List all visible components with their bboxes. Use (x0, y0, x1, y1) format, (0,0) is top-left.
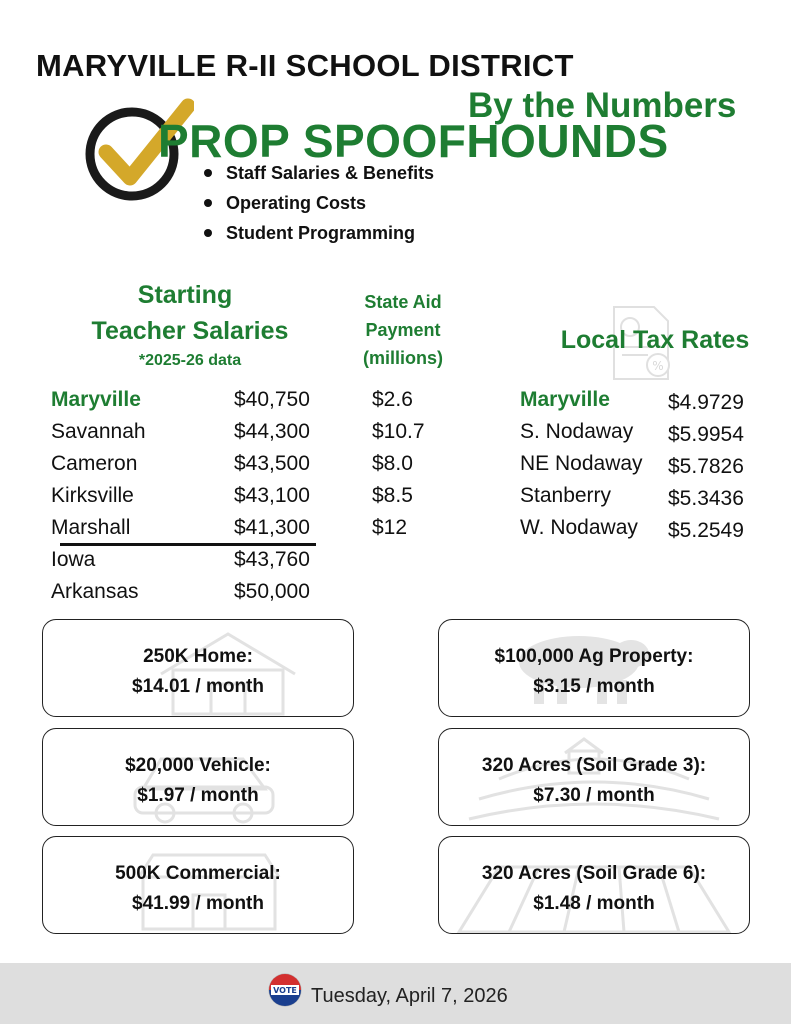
card-label: $100,000 Ag Property: (494, 646, 694, 667)
home-cost-card (42, 619, 354, 717)
bullet-item: Student Programming (200, 220, 434, 250)
tax-rate-value: $5.7826 (668, 455, 744, 478)
salary-value: $43,500 (234, 452, 310, 475)
salary-value: $50,000 (234, 580, 310, 603)
salary-name: Kirksville (51, 484, 134, 507)
prop-title: PROP SPOOFHOUNDS (158, 115, 669, 167)
card-label: 250K Home: (143, 646, 253, 667)
card-value: $41.99 / month (132, 893, 264, 914)
card-text (43, 642, 353, 702)
soil-grade-3-cost-card (438, 728, 750, 826)
state-aid-value: $2.6 (372, 388, 413, 411)
state-aid-value: $8.0 (372, 452, 413, 475)
tax-district-name: S. Nodaway (520, 420, 634, 443)
salary-value: $43,760 (234, 548, 310, 571)
svg-text:%: % (652, 359, 664, 373)
ag-property-cost-card (438, 619, 750, 717)
salaries-title-line2: Teacher Salaries (91, 317, 289, 345)
tax-district-name: Stanberry (520, 484, 612, 507)
card-text (439, 751, 749, 811)
card-label: 500K Commercial: (115, 863, 281, 884)
state-aid-value: $12 (372, 516, 408, 539)
tax-rates-title: Local Tax Rates (560, 326, 750, 354)
bullet-list (200, 160, 434, 250)
card-text (439, 642, 749, 702)
vote-badge-text: VOTE (273, 986, 297, 995)
vehicle-cost-card (42, 728, 354, 826)
tax-district-name: Maryville (520, 388, 610, 411)
salary-name: Maryville (51, 388, 141, 411)
card-value: $7.30 / month (533, 785, 655, 806)
election-date: Tuesday, April 7, 2026 (311, 985, 508, 1007)
tax-rate-value: $5.9954 (668, 423, 744, 446)
card-value: $3.15 / month (533, 676, 655, 697)
card-text (43, 751, 353, 811)
card-text (439, 859, 749, 919)
salary-name: Savannah (51, 420, 146, 443)
salary-name: Arkansas (51, 580, 139, 603)
by-the-numbers-subtitle: By the Numbers (468, 86, 737, 125)
salary-name: Iowa (51, 548, 96, 571)
tax-district-name: NE Nodaway (520, 452, 643, 475)
state-aid-value: $8.5 (372, 484, 413, 507)
vote-badge-icon (268, 973, 302, 1007)
salary-name: Marshall (51, 516, 131, 539)
salary-value: $41,300 (234, 516, 310, 539)
tax-rate-value: $5.3436 (668, 487, 744, 510)
tax-rate-value: $4.9729 (668, 391, 744, 414)
tax-district-name: W. Nodaway (520, 516, 638, 539)
salaries-note: *2025-26 data (138, 352, 242, 369)
state-aid-title: State Aid Payment (millions) (363, 292, 443, 368)
card-label: 320 Acres (Soil Grade 6): (481, 863, 707, 884)
district-title: MARYVILLE R-II SCHOOL DISTRICT (36, 48, 574, 83)
bullet-item: Operating Costs (200, 190, 434, 220)
tax-rate-value: $5.2549 (668, 519, 744, 542)
soil-grade-6-cost-card (438, 836, 750, 934)
card-value: $1.48 / month (533, 893, 655, 914)
card-text (43, 859, 353, 919)
salary-name: Cameron (51, 452, 138, 475)
state-aid-value: $10.7 (372, 420, 425, 443)
card-label: $20,000 Vehicle: (125, 755, 271, 776)
card-value: $14.01 / month (132, 676, 264, 697)
card-value: $1.97 / month (137, 785, 259, 806)
salaries-title-line1: Starting (137, 281, 233, 309)
salary-value: $43,100 (234, 484, 310, 507)
commercial-cost-card (42, 836, 354, 934)
card-label: 320 Acres (Soil Grade 3): (481, 755, 707, 776)
salary-value: $40,750 (234, 388, 310, 411)
salary-value: $44,300 (234, 420, 310, 443)
bullet-item: Staff Salaries & Benefits (200, 160, 434, 190)
